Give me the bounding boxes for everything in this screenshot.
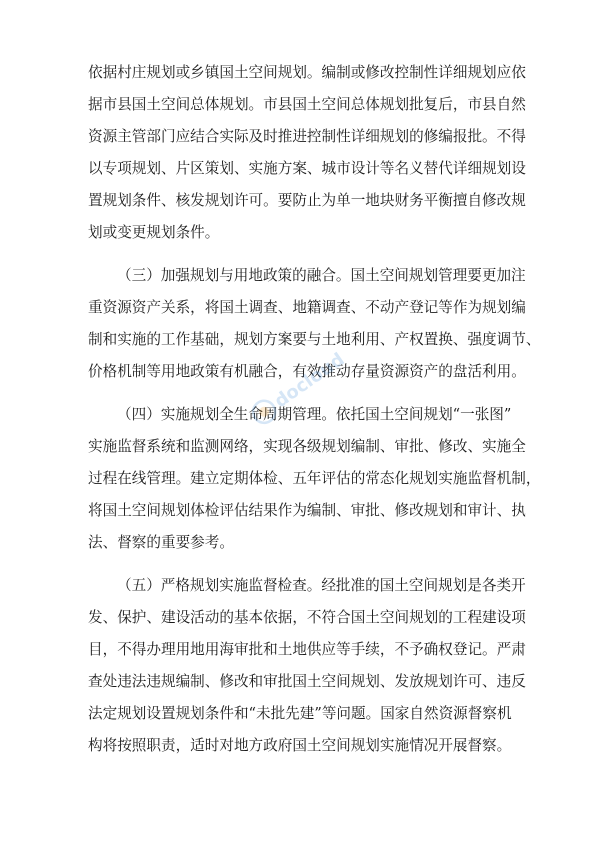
- docloud-watermark-logo: [236, 346, 366, 426]
- text-line: 查处违法违规编制、修改和审批国土空间规划、发放规划许可、违反: [88, 673, 526, 690]
- text-line: 法定规划设置规划条件和“未批先建”等问题。国家自然资源督察机: [88, 705, 512, 722]
- text-line: 将国土空间规划体检评估结果作为编制、审批、修改规划和审计、执: [88, 502, 526, 519]
- text-line: 价格机制等用地政策有机融合，有效推动存量资源资产的盘活利用。: [88, 363, 526, 380]
- text-line: 发、保护、建设活动的基本依据，不符合国土空间规划的工程建设项: [88, 609, 526, 626]
- text-line: （五）严格规划实施监督检查。经批准的国土空间规划是各类开: [117, 577, 526, 594]
- text-line: 构将按照职责，适时对地方政府国土空间规划实施情况开展督察。: [88, 737, 512, 754]
- text-line: 制和实施的工作基础，规划方案要与土地利用、产权置换、强度调节、: [88, 331, 541, 348]
- text-line: （四）实施规划全生命周期管理。依托国土空间规划“一张图”: [117, 406, 512, 423]
- text-line: 资源主管部门应结合实际及时推进控制性详细规划的修编报批。不得: [88, 128, 526, 145]
- text-line: 划或变更规划条件。: [88, 224, 220, 241]
- text-line: （三）加强规划与用地政策的融合。国土空间规划管理要更加注: [117, 267, 526, 284]
- text-line: 重资源资产关系，将国土调查、地籍调查、不动产登记等作为规划编: [88, 299, 526, 316]
- text-line: 法、督察的重要参考。: [88, 534, 234, 551]
- svg-text:docloud: docloud: [270, 349, 349, 413]
- text-line: 过程在线管理。建立定期体检、五年评估的常态化规划实施监督机制，: [88, 470, 541, 487]
- text-line: 以专项规划、片区策划、实施方案、城市设计等名义替代详细规划设: [88, 160, 526, 177]
- text-line: 据市县国土空间总体规划。市县国土空间总体规划批复后，市县自然: [88, 96, 526, 113]
- text-line: 依据村庄规划或乡镇国土空间规划。编制或修改控制性详细规划应依: [88, 64, 526, 81]
- text-line: 目，不得办理用地用海审批和土地供应等手续，不予确权登记。严肃: [88, 641, 526, 658]
- text-line: 置规划条件、核发规划许可。要防止为单一地块财务平衡擅自修改规: [88, 192, 526, 209]
- text-line: 实施监督系统和监测网络，实现各级规划编制、审批、修改、实施全: [88, 438, 526, 455]
